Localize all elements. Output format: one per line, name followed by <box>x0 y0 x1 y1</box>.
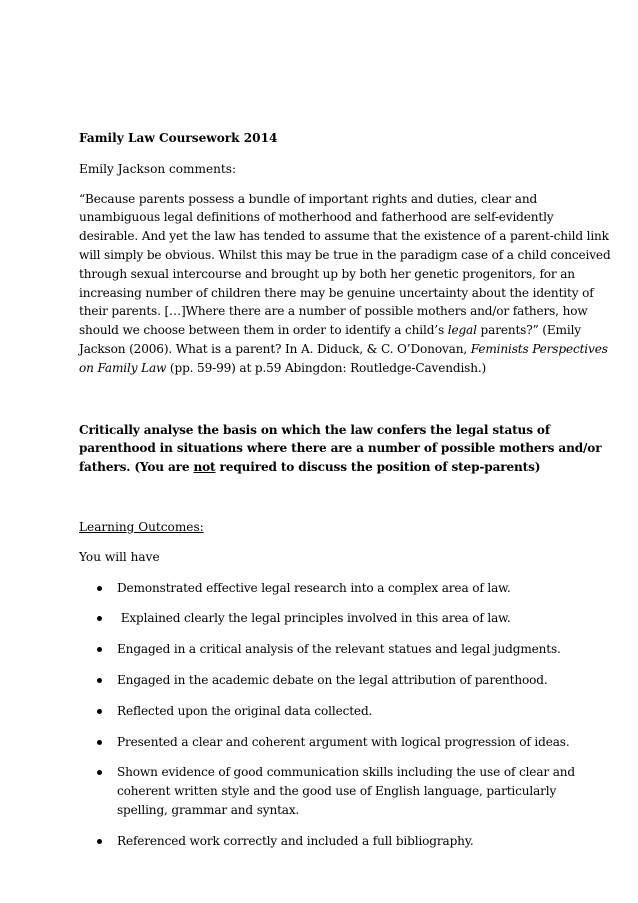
quote-line <box>79 340 608 359</box>
quote-line: unambiguous legal definitions of motherhood and fatherhood are self-evidently <box>79 210 554 225</box>
quote-line: their parents. […]Where there are a number of possible mothers and/or fathers, how <box>79 304 588 319</box>
citation-book-title: Feminists Perspectives <box>470 341 608 356</box>
bullet-icon <box>97 709 102 714</box>
question-text: required to discuss the position of step-parents) <box>215 460 541 475</box>
question-text: fathers. (You are <box>79 460 194 475</box>
document-title: Family Law Coursework 2014 <box>79 131 278 145</box>
bullet-icon <box>97 647 102 652</box>
intro-text: Emily Jackson comments: <box>79 161 237 176</box>
quote-line <box>79 321 579 340</box>
outcomes-list <box>79 579 579 851</box>
outcome-text: Engaged in the academic debate on the legal attribution of parenthood. <box>117 672 548 687</box>
bullet-icon <box>97 678 102 683</box>
outcome-text: Reflected upon the original data collected. <box>117 703 373 718</box>
outcome-text: Demonstrated effective legal research into a complex area of law. <box>117 580 511 595</box>
list-item <box>79 733 579 752</box>
question-line <box>79 458 579 477</box>
bullet-icon <box>97 740 102 745</box>
quote-line: increasing number of children there may be genuine uncertainty about the identity of <box>79 285 594 300</box>
quote-block <box>79 190 611 378</box>
outcome-text-line: spelling, grammar and syntax. <box>117 802 300 817</box>
question-line: Critically analyse the basis on which the law confers the legal status of <box>79 422 550 437</box>
bullet-icon <box>97 586 102 591</box>
list-item <box>79 671 579 690</box>
quote-line <box>79 359 579 378</box>
outcome-text: Presented a clear and coherent argument with logical progression of ideas. <box>117 734 570 749</box>
quote-line: will simply be obvious. Whilst this may be true in the paradigm case of a child conceived <box>79 247 611 262</box>
quote-line: “Because parents possess a bundle of important rights and duties, clear and <box>79 191 538 206</box>
list-item <box>79 832 579 851</box>
citation-text: (pp. 59-99) at p.59 Abingdon: Routledge-Cavendish.) <box>166 360 487 375</box>
list-item <box>79 579 579 598</box>
bullet-icon <box>97 616 102 621</box>
list-item <box>79 763 579 819</box>
document-page <box>79 129 611 863</box>
question-line: parenthood in situations where there are a number of possible mothers and/or <box>79 441 602 456</box>
outcomes-heading: Learning Outcomes: <box>79 519 204 534</box>
list-item <box>79 702 579 721</box>
outcome-text-line: Shown evidence of good communication skills including the use of clear and <box>117 765 575 780</box>
quote-text: parents?” (Emily <box>476 323 581 338</box>
outcome-text: Engaged in a critical analysis of the relevant statues and legal judgments. <box>117 642 561 657</box>
quote-text: should we choose between them in order to identify a child’s <box>79 323 448 338</box>
citation-text: Jackson (2006). What is a parent? In A. Diduck, & C. O’Donovan, <box>79 341 471 356</box>
quote-line: through sexual intercourse and brought up by both her genetic progenitors, for an <box>79 266 575 281</box>
citation-book-title: on Family Law <box>79 360 167 375</box>
bullet-icon <box>97 839 102 844</box>
list-item <box>79 609 579 628</box>
list-item <box>79 640 579 659</box>
question-underlined-not: not <box>193 460 216 475</box>
quote-italic-legal: legal <box>447 323 477 338</box>
outcomes-intro: You will have <box>79 549 160 564</box>
outcome-text: Explained clearly the legal principles involved in this area of law. <box>117 611 511 626</box>
bullet-icon <box>97 770 102 775</box>
outcome-text: Referenced work correctly and included a full bibliography. <box>117 833 474 848</box>
essay-question <box>79 421 602 477</box>
quote-line: desirable. And yet the law has tended to assume that the existence of a parent-child link <box>79 229 609 244</box>
outcome-text-line: coherent written style and the good use of English language, particularly <box>117 784 557 799</box>
